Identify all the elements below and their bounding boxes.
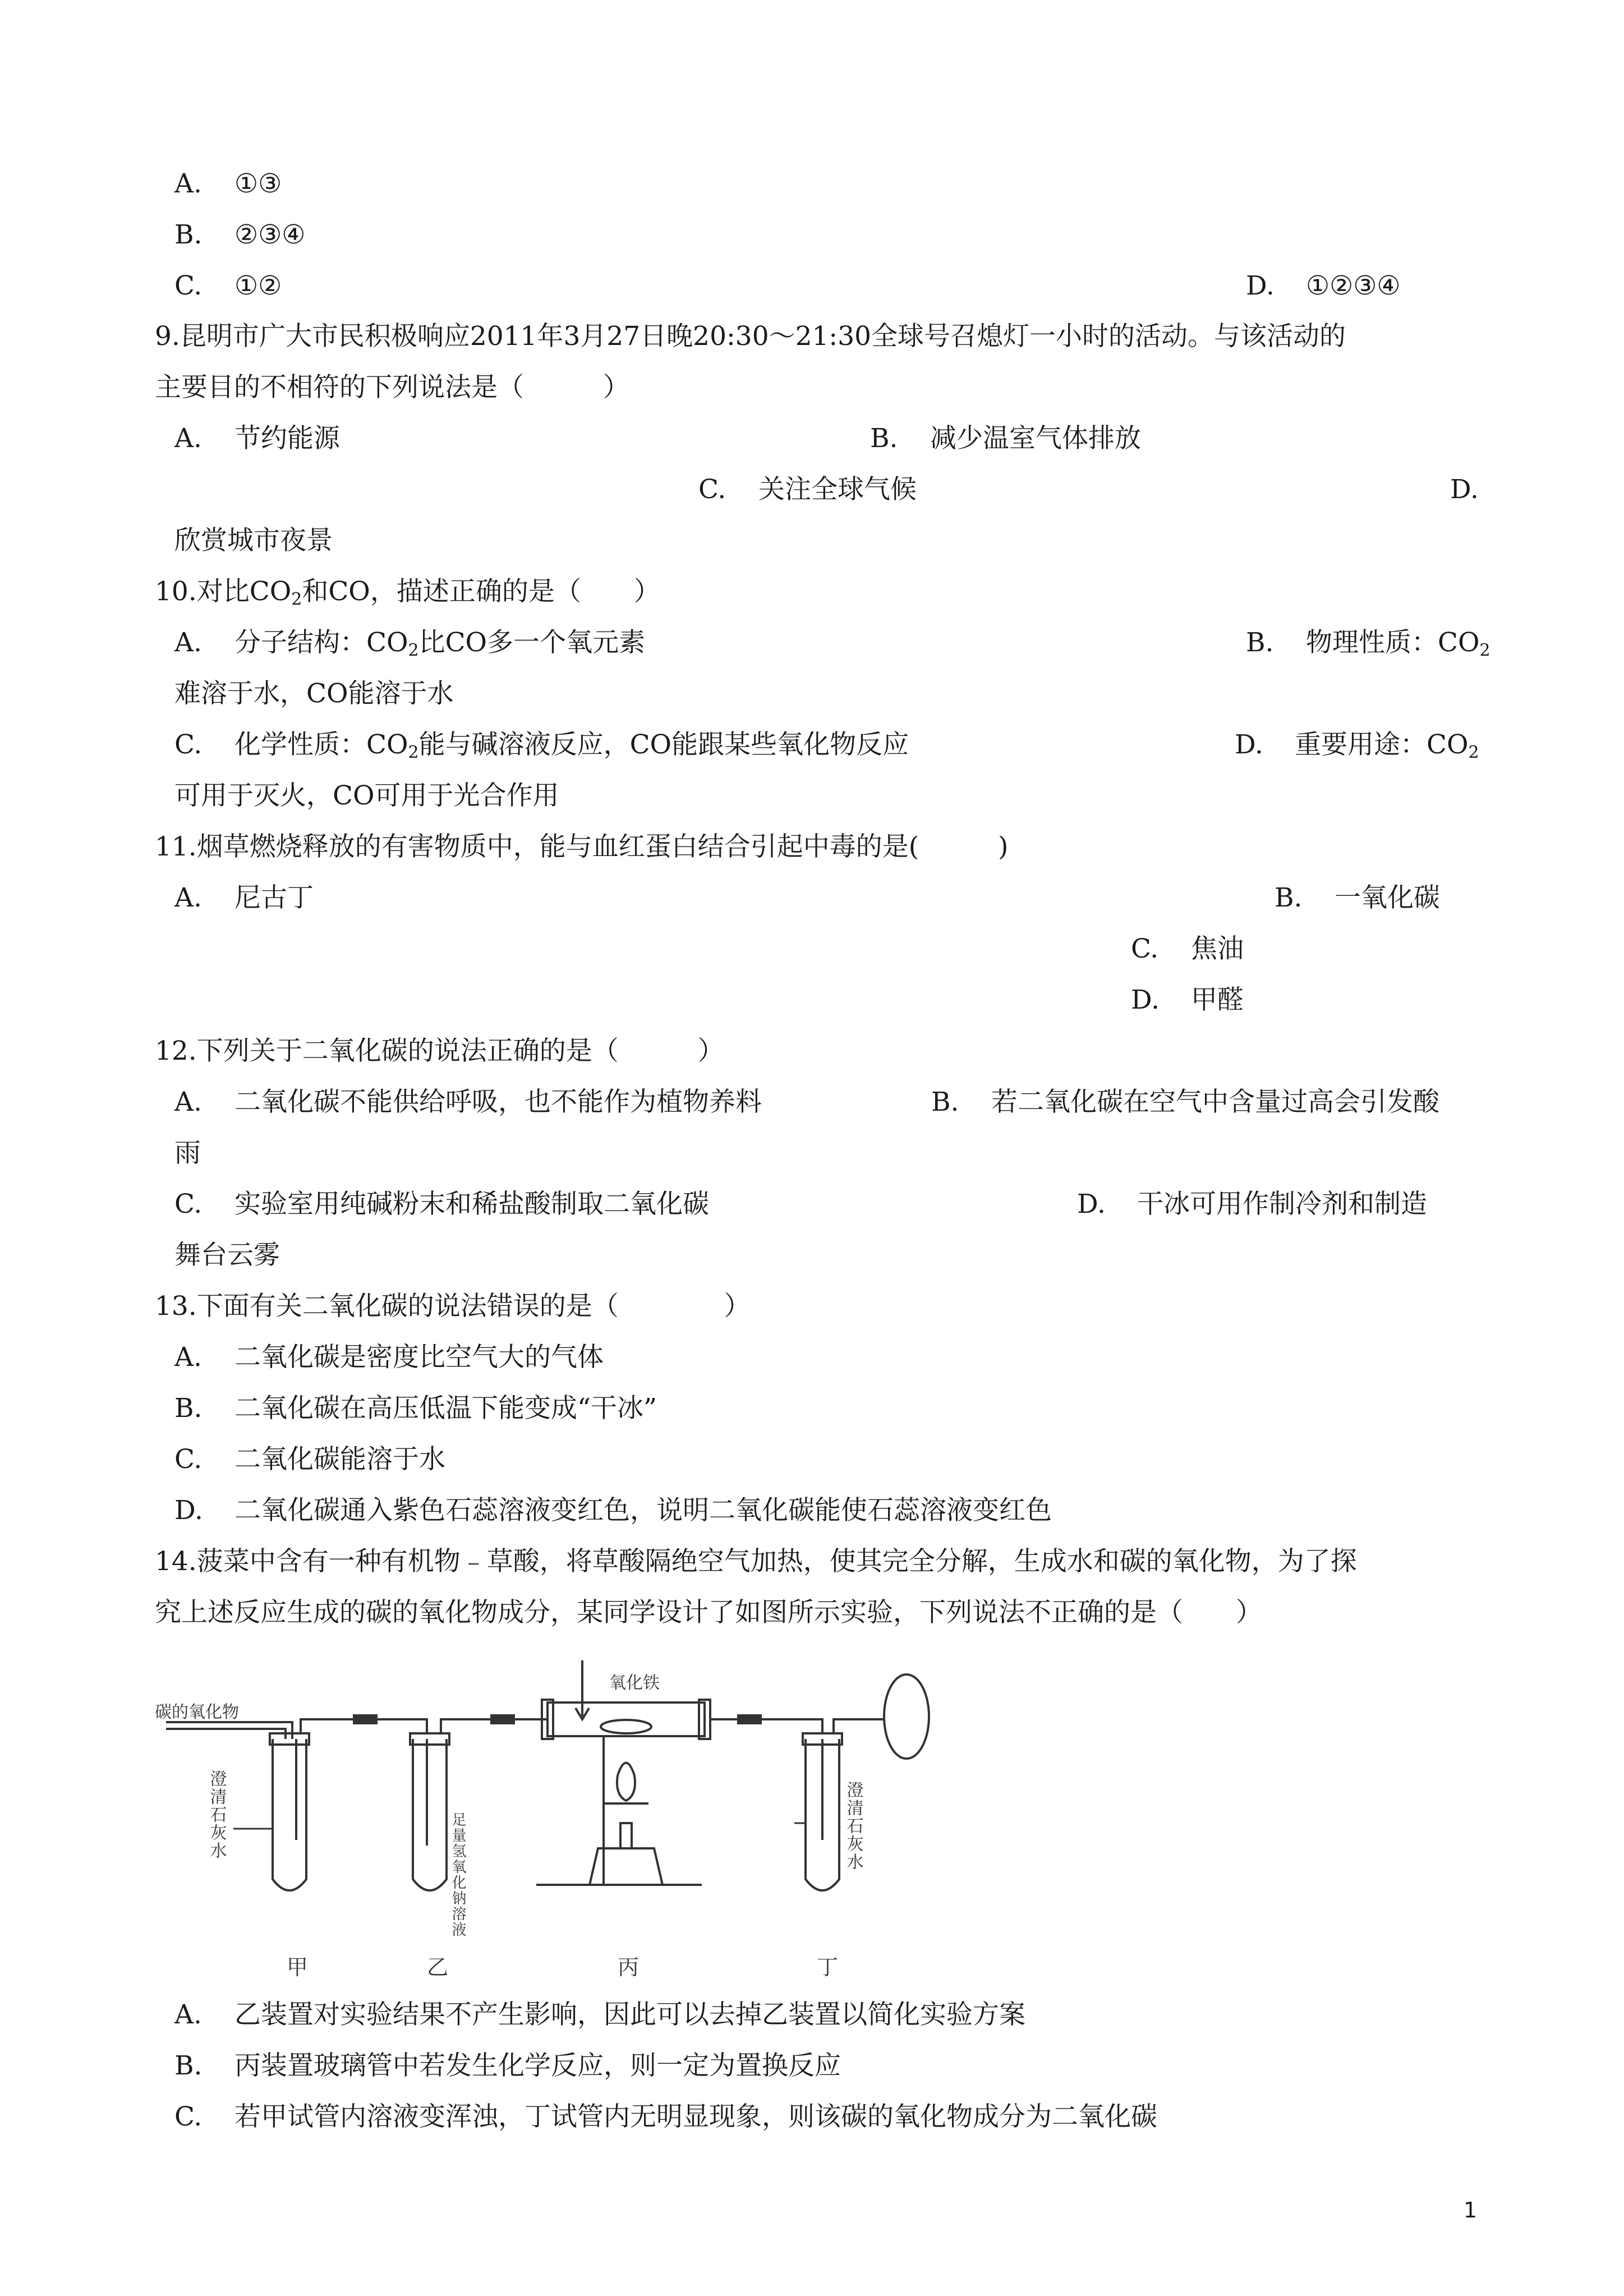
stopper-yi xyxy=(410,1733,449,1745)
option-text: 乙装置对实验结果不产生影响，因此可以去掉乙装置以简化实验方案 xyxy=(234,1999,1025,2030)
option-label: D. xyxy=(174,1495,203,1526)
q9-stem-line1: 9.昆明市广大市民积极响应2011年3月27日晚20:30～21:30全球号召熄灯一小时的活动。与该活动的 xyxy=(155,321,1346,352)
gas-collection-bag xyxy=(884,1674,929,1759)
option-label: B. xyxy=(174,2050,203,2081)
option-label: C. xyxy=(174,1444,203,1475)
option-text: 二氧化碳能溶于水 xyxy=(234,1444,445,1475)
station-label-yi: 乙 xyxy=(427,1955,449,1980)
option-label: A. xyxy=(174,882,202,913)
option-text: 二氧化碳通入紫色石蕊溶液变红色，说明二氧化碳能使石蕊溶液变红色 xyxy=(234,1495,1052,1526)
tube-yi-label: 足量氢氧化钠溶液 xyxy=(449,1812,466,1938)
option-text: 实验室用纯碱粉末和稀盐酸制取二氧化碳 xyxy=(234,1189,709,1220)
station-label-jia: 甲 xyxy=(287,1955,309,1980)
option-label: B. xyxy=(174,1393,203,1424)
subscript: 2 xyxy=(291,590,302,609)
q11-option-a xyxy=(174,881,314,915)
option-text: 减少温室气体排放 xyxy=(930,423,1141,454)
q12-option-b xyxy=(931,1085,1439,1119)
option-label: A. xyxy=(174,1087,202,1117)
q12-stem: 12.下列关于二氧化碳的说法正确的是（ ） xyxy=(155,1036,724,1066)
rubber-joint xyxy=(491,1715,514,1723)
option-text: 分子结构：CO xyxy=(234,627,408,658)
stem-text: 和CO，描述正确的是（ ） xyxy=(302,576,660,607)
option-text: ①③ xyxy=(234,168,282,199)
q13-option-d xyxy=(174,1494,1052,1527)
stem-text: 10.对比CO xyxy=(155,576,292,607)
option-label: C. xyxy=(174,2101,203,2132)
inlet-tube xyxy=(166,1722,292,1739)
option-text: 二氧化碳在高压低温下能变成“干冰” xyxy=(234,1393,657,1424)
q10-option-d-text: 可用于灭火，CO可用于光合作用 xyxy=(174,780,559,811)
q11-option-c xyxy=(1131,932,1244,966)
q8-option-b xyxy=(174,218,305,252)
option-label: C. xyxy=(174,1189,203,1220)
inlet-tube-inner xyxy=(166,1729,286,1739)
flame xyxy=(617,1763,635,1801)
option-text: 节约能源 xyxy=(234,423,340,454)
outlet-tube xyxy=(834,1719,884,1733)
alcohol-burner xyxy=(590,1848,663,1885)
option-text: ①②③④ xyxy=(1306,270,1401,301)
tube-ding-label: 澄清石灰水 xyxy=(843,1781,863,1871)
option-text: 若二氧化碳在空气中含量过高会引发酸 xyxy=(991,1087,1439,1117)
option-label: B. xyxy=(1246,627,1274,658)
option-label: A. xyxy=(174,1342,202,1373)
option-text: ①② xyxy=(234,270,282,301)
option-label: A. xyxy=(174,168,202,199)
option-text: 重要用途：CO xyxy=(1295,729,1469,760)
option-text: 化学性质：CO xyxy=(234,729,408,760)
subscript: 2 xyxy=(408,743,419,762)
q14-stem-line2: 究上述反应生成的碳的氧化物成分，某同学设计了如图所示实验，下列说法不正确的是（ ） xyxy=(155,1597,1262,1628)
option-label: C. xyxy=(1131,933,1159,964)
test-tube-yi xyxy=(413,1739,447,1890)
option-text: 比CO多一个氧元素 xyxy=(418,627,646,658)
q14-option-c xyxy=(174,2100,1157,2134)
q10-option-c xyxy=(174,728,909,762)
option-label: D. xyxy=(1235,729,1263,760)
q14-option-b xyxy=(174,2049,841,2083)
rubber-joint xyxy=(354,1715,376,1723)
q10-stem xyxy=(155,575,660,609)
option-text: 能与碱溶液反应，CO能跟某些氧化物反应 xyxy=(418,729,909,760)
q12-option-a xyxy=(174,1085,762,1119)
q10-option-d xyxy=(1235,728,1479,762)
option-text: 焦油 xyxy=(1191,933,1244,964)
q13-option-c xyxy=(174,1443,445,1476)
stopper-jia xyxy=(270,1733,309,1745)
q9-option-a xyxy=(174,422,340,455)
q14-stem-line1: 14.菠菜中含有一种有机物﹣草酸，将草酸隔绝空气加热，使其完全分解，生成水和碳的氧化物，为了探 xyxy=(155,1546,1357,1577)
option-text: 二氧化碳不能供给呼吸，也不能作为植物养料 xyxy=(234,1087,762,1117)
q9-option-b xyxy=(870,422,1141,455)
q12-option-c xyxy=(174,1188,709,1221)
q11-stem: 11.烟草燃烧释放的有害物质中，能与血红蛋白结合引起中毒的是( ) xyxy=(155,831,1009,862)
q11-option-b xyxy=(1275,881,1440,915)
q10-option-b xyxy=(1246,626,1490,660)
q13-option-b xyxy=(174,1392,657,1425)
tube-jia-label: 澄清石灰水 xyxy=(206,1770,227,1860)
q9-stem-line2: 主要目的不相符的下列说法是（ ） xyxy=(155,372,629,403)
station-label-bing: 丙 xyxy=(618,1955,640,1980)
option-label: D. xyxy=(1450,474,1479,505)
q12-option-d xyxy=(1077,1188,1427,1221)
q9-option-d-text: 欣赏城市夜景 xyxy=(174,525,333,556)
station-label-ding: 丁 xyxy=(817,1955,839,1980)
ferric-oxide-powder xyxy=(601,1720,651,1733)
q12-option-d-text: 舞台云雾 xyxy=(174,1240,280,1271)
q14-option-a xyxy=(174,1998,1025,2032)
option-text: 若甲试管内溶液变浑浊，丁试管内无明显现象，则该碳的氧化物成分为二氧化碳 xyxy=(234,2101,1157,2132)
option-label: B. xyxy=(931,1087,959,1117)
option-label: A. xyxy=(174,423,202,454)
q13-option-a xyxy=(174,1341,604,1374)
subscript: 2 xyxy=(1468,743,1479,762)
q11-option-d xyxy=(1131,983,1244,1017)
option-label: B. xyxy=(870,423,898,454)
experiment-apparatus-diagram xyxy=(155,1655,940,1991)
burner-wick xyxy=(620,1823,632,1848)
option-text: ②③④ xyxy=(234,219,306,250)
option-text: 物理性质：CO xyxy=(1306,627,1480,658)
subscript: 2 xyxy=(408,641,419,660)
option-label: D. xyxy=(1246,270,1275,301)
subscript: 2 xyxy=(1479,641,1490,660)
q10-option-a xyxy=(174,626,645,660)
inlet-label: 碳的氧化物 xyxy=(155,1703,239,1722)
option-text: 尼古丁 xyxy=(234,882,314,913)
option-label: A. xyxy=(174,1999,202,2030)
option-label: C. xyxy=(174,270,203,301)
option-text: 干冰可用作制冷剂和制造 xyxy=(1137,1189,1427,1220)
rubber-joint xyxy=(738,1715,761,1723)
option-text: 甲醛 xyxy=(1191,984,1244,1015)
q8-option-a xyxy=(174,167,282,201)
option-text: 丙装置玻璃管中若发生化学反应，则一定为置换反应 xyxy=(234,2050,841,2081)
test-tube-jia xyxy=(273,1739,306,1890)
q9-option-c xyxy=(698,473,917,507)
option-label: D. xyxy=(1131,984,1160,1015)
option-text: 一氧化碳 xyxy=(1335,882,1440,913)
q8-option-d xyxy=(1246,269,1401,303)
option-label: A. xyxy=(174,627,202,658)
option-label: C. xyxy=(698,474,726,505)
option-text: 关注全球气候 xyxy=(758,474,917,505)
oxide-label: 氧化铁 xyxy=(609,1673,660,1693)
q8-option-c xyxy=(174,269,282,303)
connector-bing-ding xyxy=(710,1719,822,1733)
option-label: C. xyxy=(174,729,203,760)
option-text: 二氧化碳是密度比空气大的气体 xyxy=(234,1342,604,1373)
q9-option-d xyxy=(1450,473,1479,507)
option-label: B. xyxy=(174,219,203,250)
page-number: 1 xyxy=(1463,2198,1477,2223)
q12-option-b-text: 雨 xyxy=(174,1138,201,1168)
option-label: B. xyxy=(1275,882,1303,913)
option-label: D. xyxy=(1077,1189,1106,1220)
q13-stem: 13.下面有关二氧化碳的说法错误的是（ ） xyxy=(155,1291,751,1322)
q10-option-b-text: 难溶于水，CO能溶于水 xyxy=(174,678,454,709)
